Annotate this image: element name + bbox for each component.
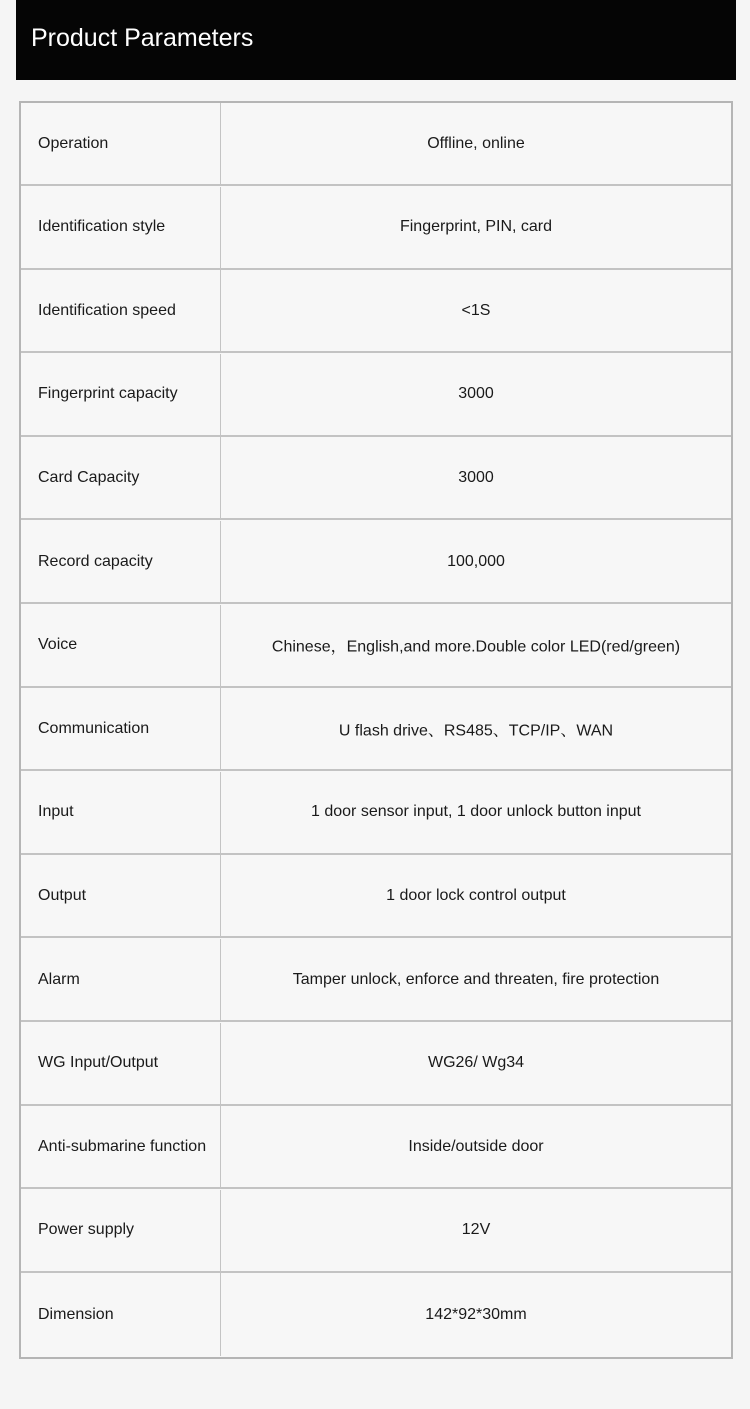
parameter-value: 12V bbox=[461, 1221, 491, 1239]
parameter-value: 142*92*30mm bbox=[425, 1305, 527, 1323]
parameter-label: Record capacity bbox=[38, 552, 153, 570]
parameter-value: 1 door lock control output bbox=[386, 886, 566, 904]
parameter-label: Output bbox=[38, 886, 87, 904]
table-row bbox=[21, 1190, 731, 1273]
parameter-label: Card Capacity bbox=[38, 468, 140, 486]
parameter-value: 3000 bbox=[458, 385, 494, 403]
parameter-value: Inside/outside door bbox=[408, 1137, 544, 1155]
table-row bbox=[21, 270, 731, 353]
table-row bbox=[21, 772, 731, 855]
parameter-value: 100,000 bbox=[447, 552, 505, 570]
parameter-value: U flash drive、RS485、TCP/IP、WAN bbox=[338, 722, 614, 740]
parameter-value: <1S bbox=[461, 301, 491, 319]
parameter-label: Fingerprint capacity bbox=[38, 385, 178, 403]
table-row bbox=[21, 855, 731, 938]
table-row bbox=[21, 939, 731, 1022]
table-row bbox=[21, 103, 731, 186]
table-row bbox=[21, 521, 731, 604]
parameter-label: Identification style bbox=[38, 218, 166, 236]
parameter-value: Tamper unlock, enforce and threaten, fire protection bbox=[292, 970, 660, 988]
parameter-label: Alarm bbox=[38, 970, 80, 988]
table-row bbox=[21, 1106, 731, 1189]
table-row bbox=[21, 354, 731, 437]
parameter-label: Power supply bbox=[38, 1221, 135, 1239]
parameter-label: Communication bbox=[38, 719, 150, 737]
table-row bbox=[21, 688, 731, 771]
parameter-label: Voice bbox=[38, 636, 78, 654]
table-row bbox=[21, 1023, 731, 1106]
parameter-label: Input bbox=[38, 803, 74, 821]
parameters-table bbox=[19, 101, 733, 1359]
parameter-label: WG Input/Output bbox=[38, 1054, 159, 1072]
page-header bbox=[16, 0, 736, 80]
parameter-value: WG26/ Wg34 bbox=[427, 1054, 525, 1072]
parameter-label: Identification speed bbox=[38, 301, 176, 319]
table-row bbox=[21, 605, 731, 688]
parameter-label: Anti-submarine function bbox=[38, 1137, 207, 1155]
parameter-label: Operation bbox=[38, 134, 109, 152]
parameter-value: Chinese，English,and more.Double color LED(red/green) bbox=[271, 638, 681, 656]
page-title: Product Parameters bbox=[31, 24, 254, 52]
table-row bbox=[21, 187, 731, 270]
parameter-value: Fingerprint, PIN, card bbox=[399, 218, 553, 236]
parameter-value: 3000 bbox=[458, 468, 494, 486]
parameter-value: Offline, online bbox=[427, 134, 525, 152]
table-row bbox=[21, 437, 731, 520]
table-row bbox=[21, 1273, 731, 1356]
parameter-label: Dimension bbox=[38, 1305, 114, 1323]
parameter-value: 1 door sensor input, 1 door unlock button input bbox=[311, 803, 641, 821]
